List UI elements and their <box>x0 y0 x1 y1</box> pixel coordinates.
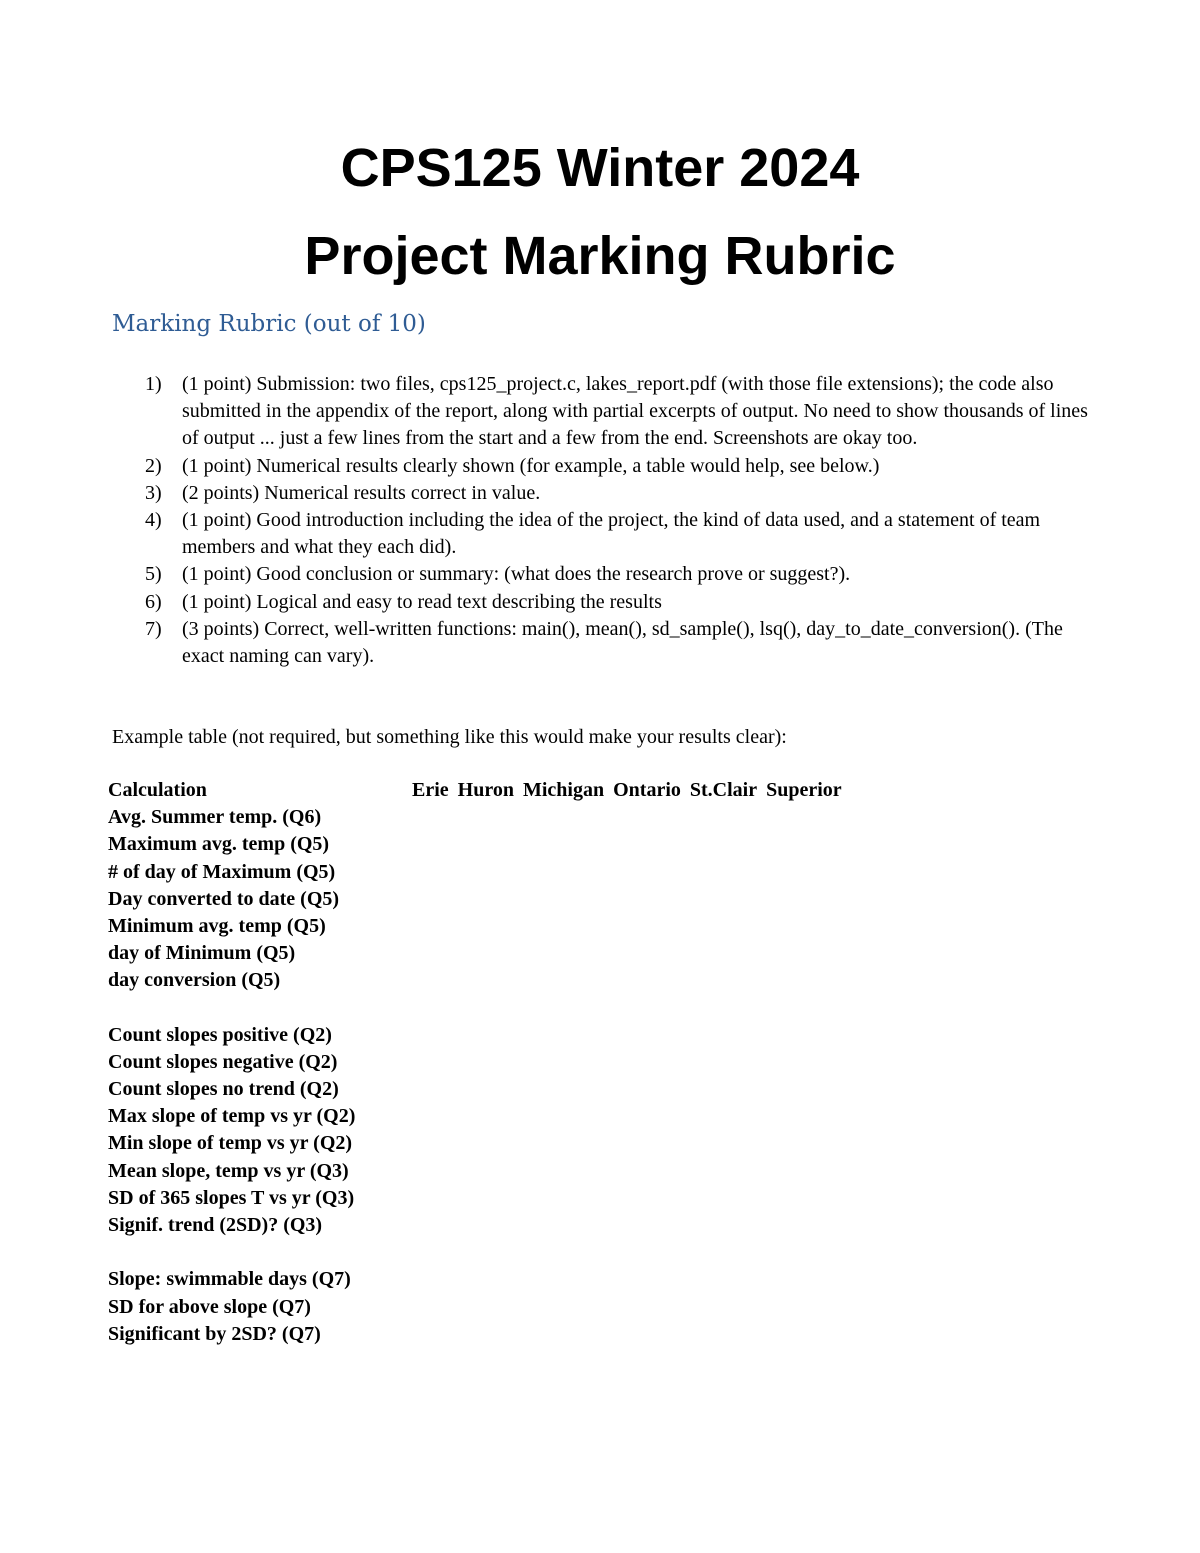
lake-column-headers <box>412 777 851 804</box>
calculation-row: Minimum avg. temp (Q5) <box>108 914 326 937</box>
calculation-rows <box>108 804 355 1348</box>
rubric-item <box>145 480 1095 507</box>
rubric-item-text: (3 points) Correct, well-written functions: main(), mean(), sd_sample(), lsq(), day_to_date_conversion(). (The exact naming can vary). <box>182 617 1063 668</box>
calculation-row: day of Minimum (Q5) <box>108 942 296 965</box>
rubric-list <box>145 371 1095 670</box>
calculation-row: Avg. Summer temp. (Q6) <box>108 806 322 829</box>
rubric-item <box>145 616 1095 670</box>
lake-column-header: St.Clair <box>689 779 758 801</box>
calculation-row: Day converted to date (Q5) <box>108 887 340 910</box>
calculation-row: Count slopes positive (Q2) <box>108 1023 332 1046</box>
rubric-item-text: (1 point) Good conclusion or summary: (what does the research prove or suggest?). <box>182 563 851 586</box>
calculation-row: Count slopes no trend (Q2) <box>108 1078 339 1101</box>
calculation-row: Min slope of temp vs yr (Q2) <box>108 1132 353 1155</box>
rubric-item-text: (1 point) Submission: two files, cps125_project.c, lakes_report.pdf (with those file extensions); the code also submitted in the appendix of the report, along with partial excerpts of output. No need to show thousands of lines of output ... just a few lines from the start and a few from the end. Screenshots are okay too. <box>182 373 1088 450</box>
rubric-item-text: (1 point) Good introduction including the idea of the project, the kind of data used, and a statement of team members and what they each did). <box>182 509 1041 559</box>
calculation-column-header: Calculation <box>108 779 207 801</box>
rubric-item-number: 6) <box>145 590 162 613</box>
rubric-item-text: (2 points) Numerical results correct in value. <box>182 481 541 504</box>
calculation-row-group <box>108 1266 355 1348</box>
rubric-item-text: (1 point) Logical and easy to read text describing the results <box>182 590 662 613</box>
rubric-item <box>145 371 1095 453</box>
calculation-row: SD of 365 slopes T vs yr (Q3) <box>108 1186 355 1209</box>
rubric-item-number: 4) <box>145 509 162 532</box>
calculation-row: Count slopes negative (Q2) <box>108 1050 338 1073</box>
rubric-item <box>145 561 1095 588</box>
rubric-heading: Marking Rubric (out of 10) <box>112 311 426 337</box>
rubric-item-number: 3) <box>145 481 162 504</box>
calculation-row: SD for above slope (Q7) <box>108 1295 311 1318</box>
rubric-item-number: 2) <box>145 454 162 477</box>
rubric-item-number: 5) <box>145 563 162 586</box>
calculation-row: Max slope of temp vs yr (Q2) <box>108 1105 356 1128</box>
calculation-row: Signif. trend (2SD)? (Q3) <box>108 1214 323 1236</box>
document-title-line-1: CPS125 Winter 2024 <box>340 138 860 198</box>
lake-column-header: Huron <box>457 779 514 801</box>
calculation-row: Significant by 2SD? (Q7) <box>108 1322 321 1345</box>
rubric-item-text: (1 point) Numerical results clearly shown (for example, a table would help, see below.) <box>182 454 880 477</box>
lake-column-header: Ontario <box>613 779 681 801</box>
table-header <box>108 777 842 804</box>
lake-column-header: Erie <box>412 779 449 801</box>
rubric-item-number: 1) <box>145 373 162 395</box>
calculation-row: day conversion (Q5) <box>108 969 281 992</box>
document-title-line-2: Project Marking Rubric <box>304 226 896 286</box>
lake-column-header: Michigan <box>522 779 605 801</box>
rubric-item-number: 7) <box>145 617 162 640</box>
rubric-item <box>145 507 1095 561</box>
calculation-row: Slope: swimmable days (Q7) <box>108 1268 351 1291</box>
rubric-item <box>145 589 1095 616</box>
example-table-intro: Example table (not required, but something like this would make your results clear): <box>112 726 787 748</box>
calculation-row: Mean slope, temp vs yr (Q3) <box>108 1159 349 1182</box>
lake-column-header: Superior <box>766 779 842 801</box>
calculation-row: Maximum avg. temp (Q5) <box>108 833 330 856</box>
rubric-item <box>145 453 1095 480</box>
example-table <box>108 777 842 1348</box>
calculation-row-group <box>108 804 355 994</box>
calculation-row: # of day of Maximum (Q5) <box>108 860 336 883</box>
calculation-row-group <box>108 1022 355 1240</box>
